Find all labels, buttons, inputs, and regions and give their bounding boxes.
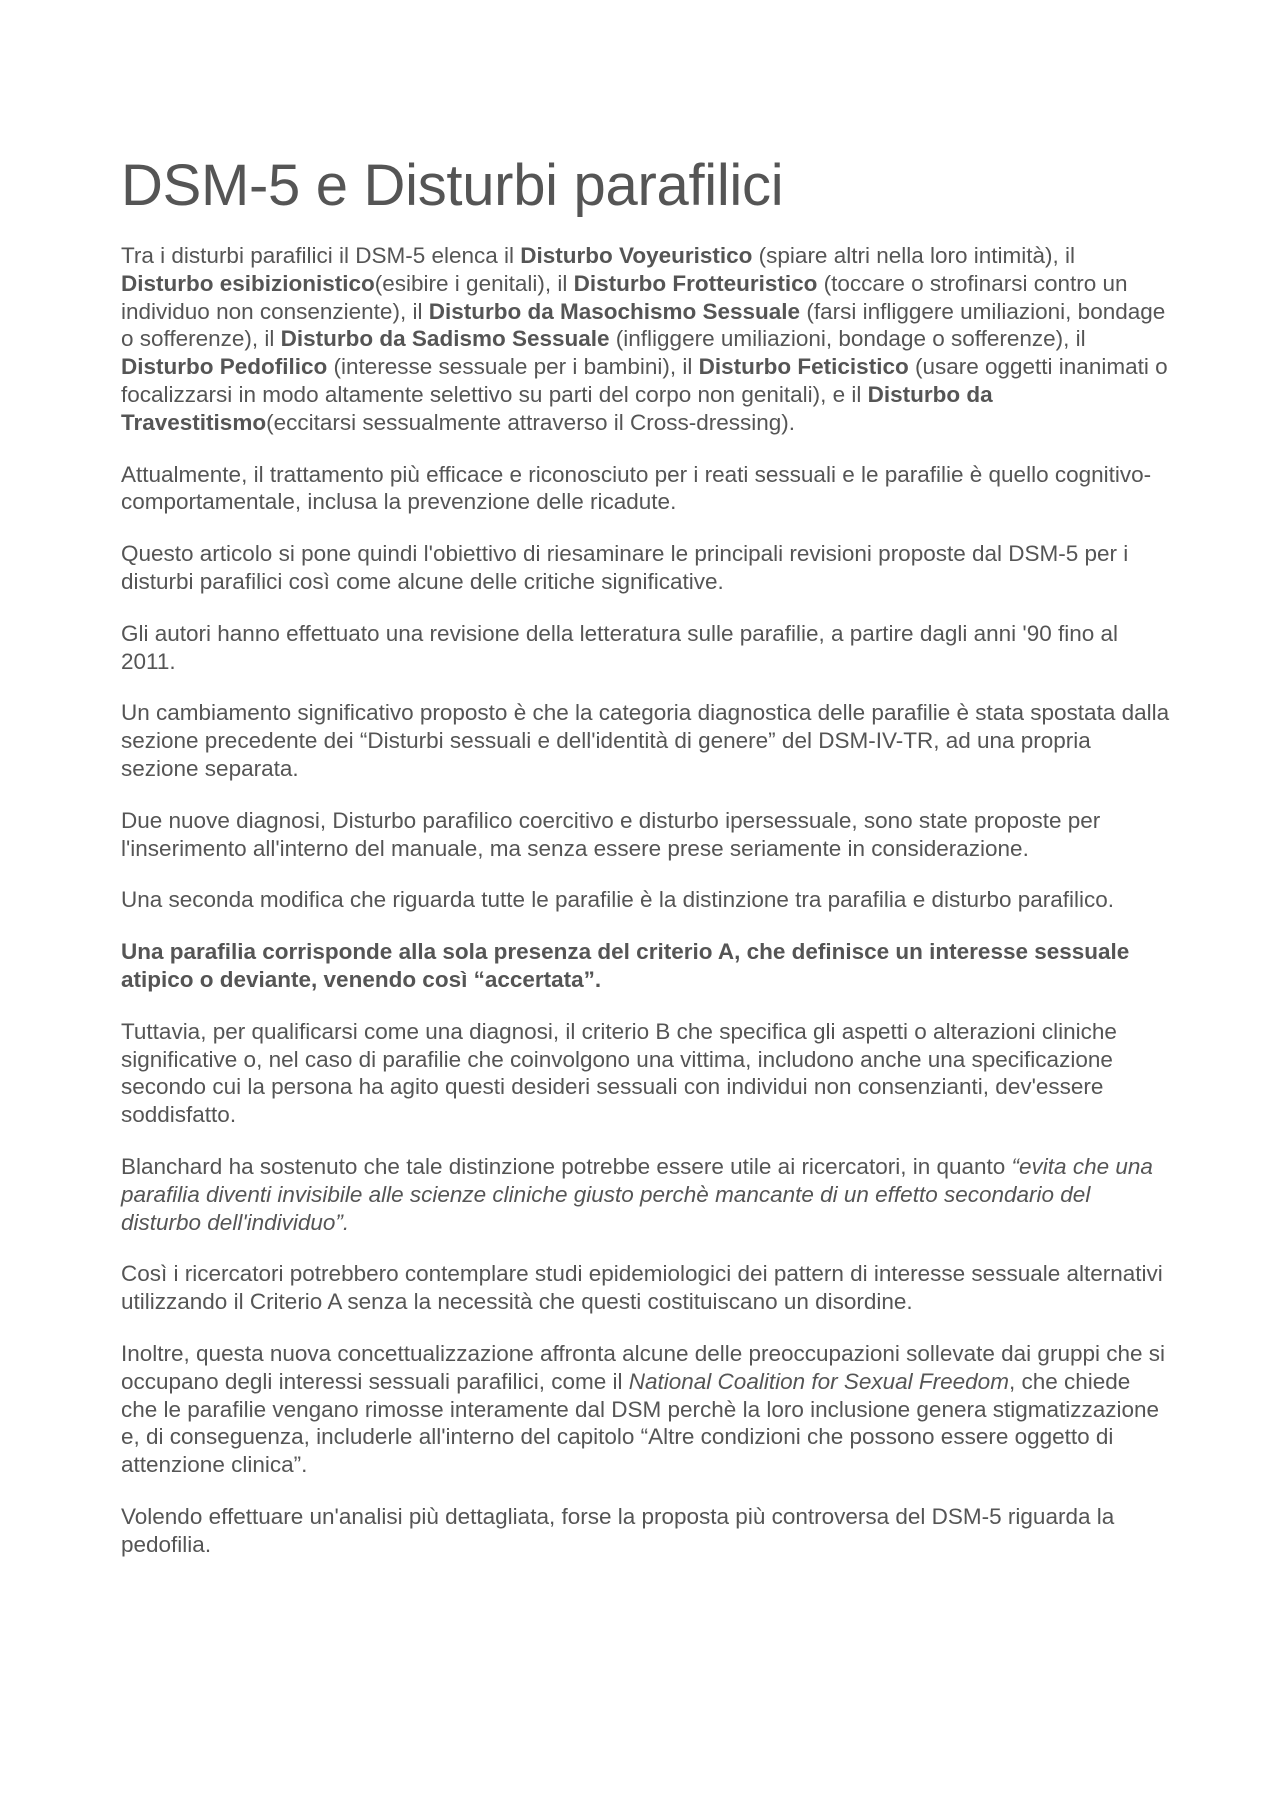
text-run: (spiare altri nella loro intimità), il (752, 243, 1076, 268)
text-run: (eccitarsi sessualmente attraverso il Cross-dressing). (266, 409, 795, 435)
text-run: (toccare o strofinarsi contro un individuo non consenziente), il (121, 270, 1128, 324)
bold-text: Disturbo esibizionistico (121, 270, 375, 296)
bold-text: Disturbo Voyeuristico (520, 243, 753, 268)
paragraph (121, 1018, 1171, 1129)
paragraph (121, 540, 1171, 596)
text-run: (esibire i genitali), il (374, 270, 574, 296)
italic-text: “evita che una parafilia diventi invisibile alle scienze cliniche giusto perchè mancante di un effetto secondario del disturbo dell'individuo”. (121, 1153, 1153, 1235)
text-run: (usare oggetti inanimati o focalizzarsi in modo altamente selettivo su parti del corpo non genitali), e il (121, 354, 1168, 407)
text-run: , che chiede che le parafilie vengano rimosse interamente dal DSM perchè la loro inclusione genera stigmatizzazione e, di conseguenza, includerle all'interno del capitolo “Altre condizioni che possono essere oggetto di attenzione clinica”. (121, 1368, 1160, 1478)
text-run: (farsi infliggere umiliazioni, bondage o sofferenze), il (121, 298, 1166, 352)
document-page (121, 150, 1171, 1582)
bold-text: Disturbo Frotteuristico (573, 270, 818, 296)
text-run: Così i ricercatori potrebbero contemplare studi epidemiologici dei pattern di interesse sessuale alternativi utilizzando il Criterio A senza la necessità che questi costituiscano un disordine. (121, 1261, 1163, 1315)
paragraph (121, 461, 1171, 517)
paragraph (121, 1153, 1171, 1236)
paragraph (121, 699, 1171, 782)
paragraph (121, 886, 1171, 914)
paragraph (121, 1503, 1171, 1559)
article-body (121, 242, 1171, 1558)
paragraph (121, 938, 1171, 994)
text-run: Una seconda modifica che riguarda tutte le parafilie è la distinzione tra parafilia e disturbo parafilico. (121, 887, 1115, 913)
paragraph (121, 242, 1171, 437)
paragraph (121, 1340, 1171, 1479)
text-run: Questo articolo si pone quindi l'obiettivo di riesaminare le principali revisioni proposte dal DSM-5 per i disturbi parafilici così come alcune delle critiche significative. (121, 541, 1129, 594)
italic-text: National Coalition for Sexual Freedom (628, 1368, 1009, 1394)
bold-text: Disturbo da Masochismo Sessuale (428, 298, 801, 324)
bold-text: Disturbo da Travestitismo (121, 381, 993, 435)
bold-text: Una parafilia corrisponde alla sola presenza del criterio A, che definisce un interesse sessuale atipico o deviante, venendo così “accertata”. (121, 939, 1130, 992)
paragraph (121, 620, 1171, 676)
text-run: Due nuove diagnosi, Disturbo parafilico coercitivo e disturbo ipersessuale, sono state proposte per l'inserimento all'interno del manuale, ma senza essere prese seriamente in considerazione. (121, 807, 1101, 861)
text-run: Tra i disturbi parafilici il DSM-5 elenca il (121, 243, 521, 268)
text-run: Un cambiamento significativo proposto è che la categoria diagnostica delle parafilie è stata spostata dalla sezione precedente dei “Disturbi sessuali e dell'identità di genere” del DSM-IV-TR, ad una propria sezione separata. (121, 700, 1170, 781)
paragraph (121, 807, 1171, 863)
text-run: Inoltre, questa nuova concettualizzazione affronta alcune delle preoccupazioni sollevate dai gruppi che si occupano degli interessi sessuali parafilici, come il (121, 1340, 1166, 1394)
bold-text: Disturbo da Sadismo Sessuale (280, 326, 610, 352)
paragraph (121, 1260, 1171, 1316)
text-run: Volendo effettuare un'analisi più dettagliata, forse la proposta più controversa del DSM-5 riguarda la pedofilia. (121, 1503, 1115, 1557)
bold-text: Disturbo Pedofilico (121, 354, 328, 380)
text-run: (interesse sessuale per i bambini), il (327, 354, 699, 380)
page-title: DSM-5 e Disturbi parafilici (121, 153, 784, 218)
text-run: Gli autori hanno effettuato una revisione della letteratura sulle parafilie, a partire dagli anni '90 fino al 2011. (121, 620, 1119, 674)
text-run: (infliggere umiliazioni, bondage o sofferenze), il (609, 326, 1086, 352)
text-run: Tuttavia, per qualificarsi come una diagnosi, il criterio B che specifica gli aspetti o alterazioni cliniche significative o, nel caso di parafilie che coinvolgono una vittima, includono anche una specificazione secondo cui la persona ha agito questi desideri sessuali con individui non consenzianti, dev'essere soddisfatto. (121, 1018, 1117, 1128)
text-run: Attualmente, il trattamento più efficace e riconosciuto per i reati sessuali e le parafilie è quello cognitivo-comportamentale, inclusa la prevenzione delle ricadute. (121, 461, 1152, 515)
text-run: Blanchard ha sostenuto che tale distinzione potrebbe essere utile ai ricercatori, in quanto (121, 1153, 1012, 1179)
bold-text: Disturbo Feticistico (698, 354, 909, 380)
